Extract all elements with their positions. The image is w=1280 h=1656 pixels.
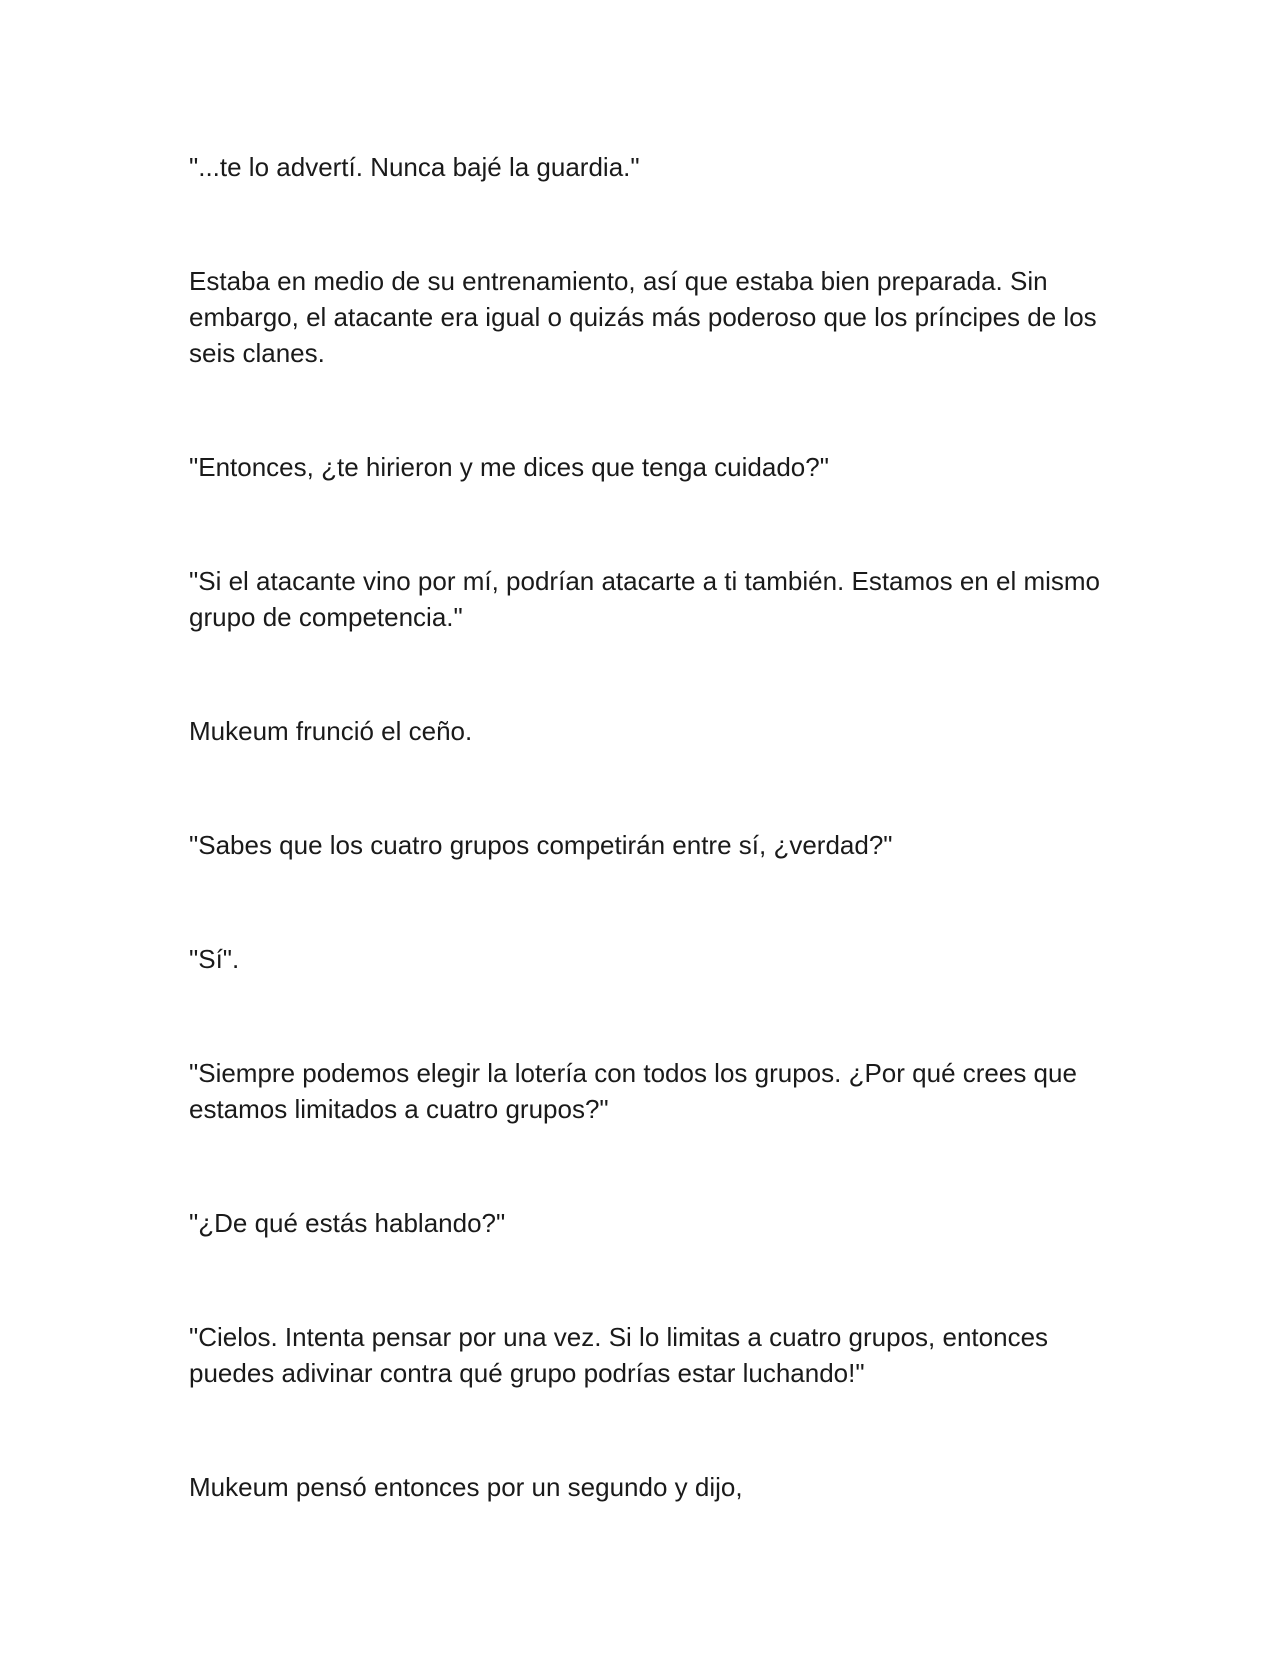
paragraph-5: Mukeum frunció el ceño. [189,716,473,746]
paragraph-6: "Sabes que los cuatro grupos competirán entre sí, ¿verdad?" [189,830,893,860]
paragraph-1: "...te lo advertí. Nunca bajé la guardia." [189,152,640,182]
paragraph-11: Mukeum pensó entonces por un segundo y dijo, [189,1472,743,1502]
paragraph-2: Estaba en medio de su entrenamiento, así que estaba bien preparada. Sin embargo, el atacante era igual o quizás más poderoso que los príncipes de los seis clanes. [189,266,1097,368]
paragraph-3: "Entonces, ¿te hirieron y me dices que tenga cuidado?" [189,452,829,482]
paragraph-8: "Siempre podemos elegir la lotería con todos los grupos. ¿Por qué crees que estamos limitados a cuatro grupos?" [189,1058,1077,1124]
paragraph-4: "Si el atacante vino por mí, podrían atacarte a ti también. Estamos en el mismo grupo de competencia." [189,566,1101,632]
paragraph-7: "Sí". [189,944,240,974]
paragraph-10: "Cielos. Intenta pensar por una vez. Si lo limitas a cuatro grupos, entonces puedes adivinar contra qué grupo podrías estar luchando!" [189,1322,1049,1388]
paragraph-9: "¿De qué estás hablando?" [189,1208,506,1238]
